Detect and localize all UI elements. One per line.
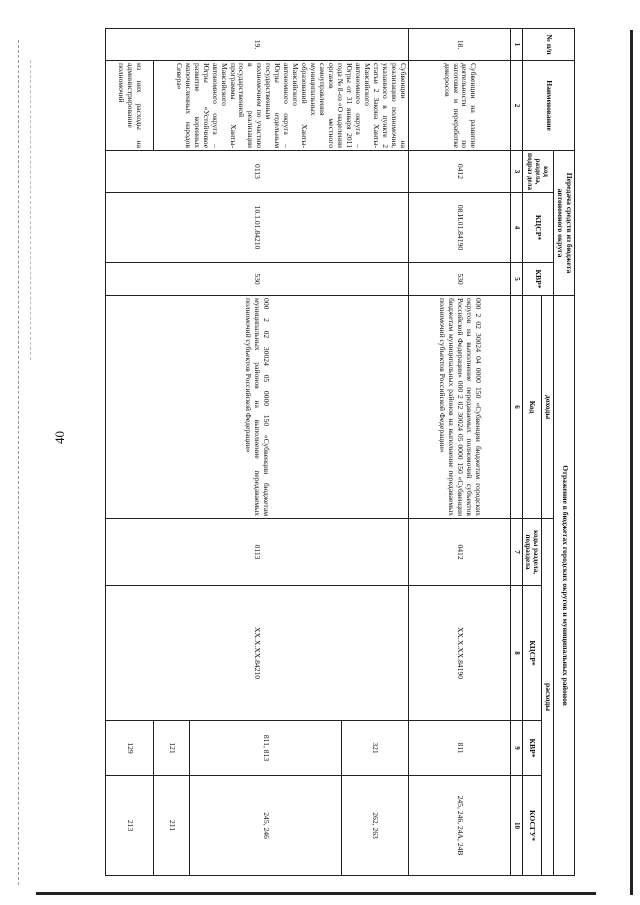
row-code-section: 0412 bbox=[408, 151, 511, 193]
row-kvr: 530 bbox=[408, 263, 511, 296]
row-exp-kosgu: 245, 246, 24А, 24В bbox=[408, 776, 511, 876]
column-number: 2 bbox=[511, 61, 522, 151]
header-num: № п/п bbox=[522, 29, 574, 61]
scan-edge-line bbox=[18, 40, 20, 885]
header-reflection-group: Отражение в бюджетах городских округов и муниципальных районов bbox=[554, 296, 575, 876]
row-exp-kvr: 129 bbox=[106, 721, 154, 776]
header-kvr: КВР* bbox=[522, 263, 553, 296]
row-num: 18. bbox=[408, 29, 511, 61]
header-kcsr: КЦСР* bbox=[522, 193, 553, 263]
row-exp-kosgu: 245, 246 bbox=[189, 776, 341, 876]
budget-table bbox=[105, 28, 575, 876]
column-number: 4 bbox=[511, 193, 522, 263]
row-exp-kvr: 811, 813 bbox=[189, 721, 341, 776]
header-code-section-rb: коды раздела, подраздела bbox=[522, 519, 542, 586]
scan-border-right bbox=[630, 30, 633, 895]
row-exp-kosgu: 262, 263 bbox=[341, 776, 408, 876]
scan-border-bottom bbox=[36, 892, 596, 895]
header-code: Код bbox=[522, 296, 542, 519]
row-exp-kvr: 121 bbox=[153, 721, 189, 776]
table-row bbox=[408, 29, 511, 876]
column-number: 9 bbox=[511, 721, 522, 776]
column-number: 10 bbox=[511, 776, 522, 876]
header-expenses: расходы bbox=[542, 519, 554, 876]
column-number: 1 bbox=[511, 29, 522, 61]
header-kvr-rb: КВР* bbox=[522, 721, 542, 776]
column-number: 3 bbox=[511, 151, 522, 193]
row-income-code: 000 2 02 30024 05 0000 150 «Субвенции бюджетам муниципальных районов на выполнение передаваемых полномочий субъектов Российской Федерации» bbox=[106, 296, 409, 519]
row-exp-kcsr: XX.X.XX.84210 bbox=[106, 586, 409, 721]
column-number: 7 bbox=[511, 519, 522, 586]
table-row bbox=[341, 29, 408, 876]
row-income-code: 000 2 02 30024 04 0000 150 «Субвенции бюджетам городских округов на выполнение передаваемых полномочий субъектов Российской Федерации» 000 2 02 30024 05 0000 150 «Субвенции бюджетам муниципальных районов на выполнение передаваемых полномочий субъектов Российской Федерации» bbox=[408, 296, 511, 519]
header-income: доходы bbox=[542, 296, 554, 519]
page-number: 40 bbox=[52, 431, 67, 444]
column-number: 5 bbox=[511, 263, 522, 296]
scan-edge-line bbox=[30, 60, 32, 360]
row-exp-kosgu: 211 bbox=[153, 776, 189, 876]
row-exp-kosgu: 213 bbox=[106, 776, 154, 876]
row-note: из них расходы на администрирование полномочий bbox=[106, 61, 154, 151]
row-exp-kvr: 321 bbox=[341, 721, 408, 776]
header-transfer-group: Передача средств из бюджета автономного округа bbox=[554, 151, 575, 296]
header-name: Наименование bbox=[522, 61, 574, 151]
row-kcsr: 08.И.01.84190 bbox=[408, 193, 511, 263]
column-number: 8 bbox=[511, 586, 522, 721]
header-kosgu: КОСГУ* bbox=[522, 776, 542, 876]
row-exp-kvr: 811 bbox=[408, 721, 511, 776]
row-exp-section: 0412 bbox=[408, 519, 511, 586]
column-number: 6 bbox=[511, 296, 522, 519]
row-exp-section: 0113 bbox=[106, 519, 409, 586]
row-kvr: 530 bbox=[106, 263, 409, 296]
row-kcsr: 10.1.01.84210 bbox=[106, 193, 409, 263]
row-name: Субвенции на развитие деятельности по заготовке и переработке дикоросов bbox=[408, 61, 511, 151]
row-exp-kcsr: XX.X.XX.84190 bbox=[408, 586, 511, 721]
row-num: 19. bbox=[106, 29, 409, 61]
row-code-section: 0113 bbox=[106, 151, 409, 193]
header-kcsr-rb: КЦСР* bbox=[522, 586, 542, 721]
row-name: Субвенции на реализацию полномочия, указанного в пункте 2 статьи 2 Закона Ханты-Мансийского автономного округа – Югры от 31 января 2011 года № 8-оз «О наделении органов местного самоуправления муниципальных образований Ханты-Мансийского автономного округа – Югры отдельным государственным полномочием по участию в реализации государственной программы Ханты-Мансийского автономного округа – Югры «Устойчивое развитие коренных малочисленных народов Севера» bbox=[153, 61, 408, 151]
rotated-table-wrapper bbox=[105, 28, 575, 875]
header-code-section: код раздела, подраз дела bbox=[522, 151, 553, 193]
